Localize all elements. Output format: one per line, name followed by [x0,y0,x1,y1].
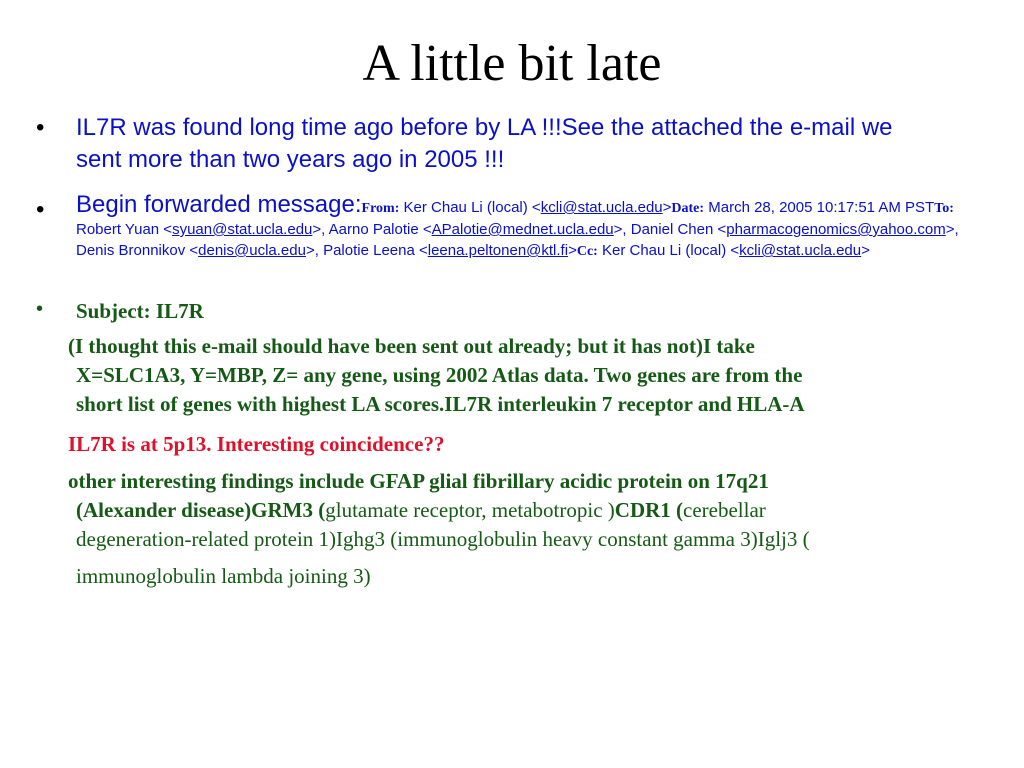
to-label: To: [934,201,954,216]
bullet-il7r-found [76,112,1016,176]
to-email-link-3[interactable]: pharmacogenomics@yahoo.com [726,221,946,238]
to-email-link-5[interactable]: leena.peltonen@ktl.fi [427,242,569,259]
forwarded-message-header [76,191,996,262]
forwarded-lead: Begin forwarded [76,191,258,218]
para3-line2-c: CDR1 ( [614,498,684,522]
para3-line2-a: (Alexander disease)GRM3 ( [76,498,326,522]
para3-line2-b: glutamate receptor, metabotropic ) [325,498,615,522]
slide-title: A little bit late [362,35,662,92]
to-email-link-4[interactable]: denis@ucla.edu [198,242,306,259]
bullet-marker: • [36,196,45,223]
email-body-paragraph-1 [68,332,998,419]
from-close: > [662,199,672,216]
para1-line3: short list of genes with highest LA scores.IL7R interleukin 7 receptor and HLA-A [76,392,805,416]
cc-email-link[interactable]: kcli@stat.ucla.edu [739,242,862,259]
bullet-marker: • [36,114,45,141]
email-body-paragraph-2: IL7R is at 5p13. Interesting coincidence?? [68,432,445,456]
cc-close: > [861,242,870,259]
para1-line2: X=SLC1A3, Y=MBP, Z= any gene, using 2002 Atlas data. Two genes are from the [76,363,803,387]
to-recipient-1: Robert Yuan < [76,221,173,238]
para3-line2-d: cerebellar [683,498,766,522]
from-email-link[interactable]: kcli@stat.ucla.edu [540,199,663,216]
bullet-marker: • [36,298,44,320]
cc-label: Cc: [576,244,598,259]
to-recipient-2: >, Aarno Palotie < [312,221,432,238]
forwarded-lead-message: message: [257,191,362,218]
to-recipient-3: >, Daniel Chen < [613,221,727,238]
to-email-link-1[interactable]: syuan@stat.ucla.edu [172,221,313,238]
date-value: March 28, 2005 10:17:51 AM PST [704,199,935,216]
to-recipient-4: >, Denis Bronnikov < [76,221,959,259]
email-body-paragraph-3 [68,467,998,591]
to-close: > [568,242,577,259]
from-label: From: [361,201,400,216]
bullet1-line1: IL7R was found long time ago before by LA !!!See the attached the e-mail we [76,114,893,141]
bullet1-line2: sent more than two years ago in 2005 !!! [76,146,505,173]
para1-line1: (I thought this e-mail should have been sent out already; but it has not)I take [68,334,755,358]
para3-line4: immunoglobulin lambda joining 3) [76,564,371,588]
para3-line2 [68,496,998,525]
para3-line3: degeneration-related protein 1)Ighg3 (immunoglobulin heavy constant gamma 3)Iglj3 ( [76,527,810,551]
para3-line1: other interesting findings include GFAP glial fibrillary acidic protein on 17q21 [68,469,769,493]
date-label: Date: [671,201,705,216]
cc-name: Ker Chau Li (local) < [597,242,740,259]
to-email-link-2[interactable]: APalotie@mednet.ucla.edu [431,221,614,238]
from-name: Ker Chau Li (local) < [399,199,541,216]
to-recipient-5: >, Palotie Leena < [305,242,428,259]
subject-line: Subject: IL7R [76,299,204,323]
